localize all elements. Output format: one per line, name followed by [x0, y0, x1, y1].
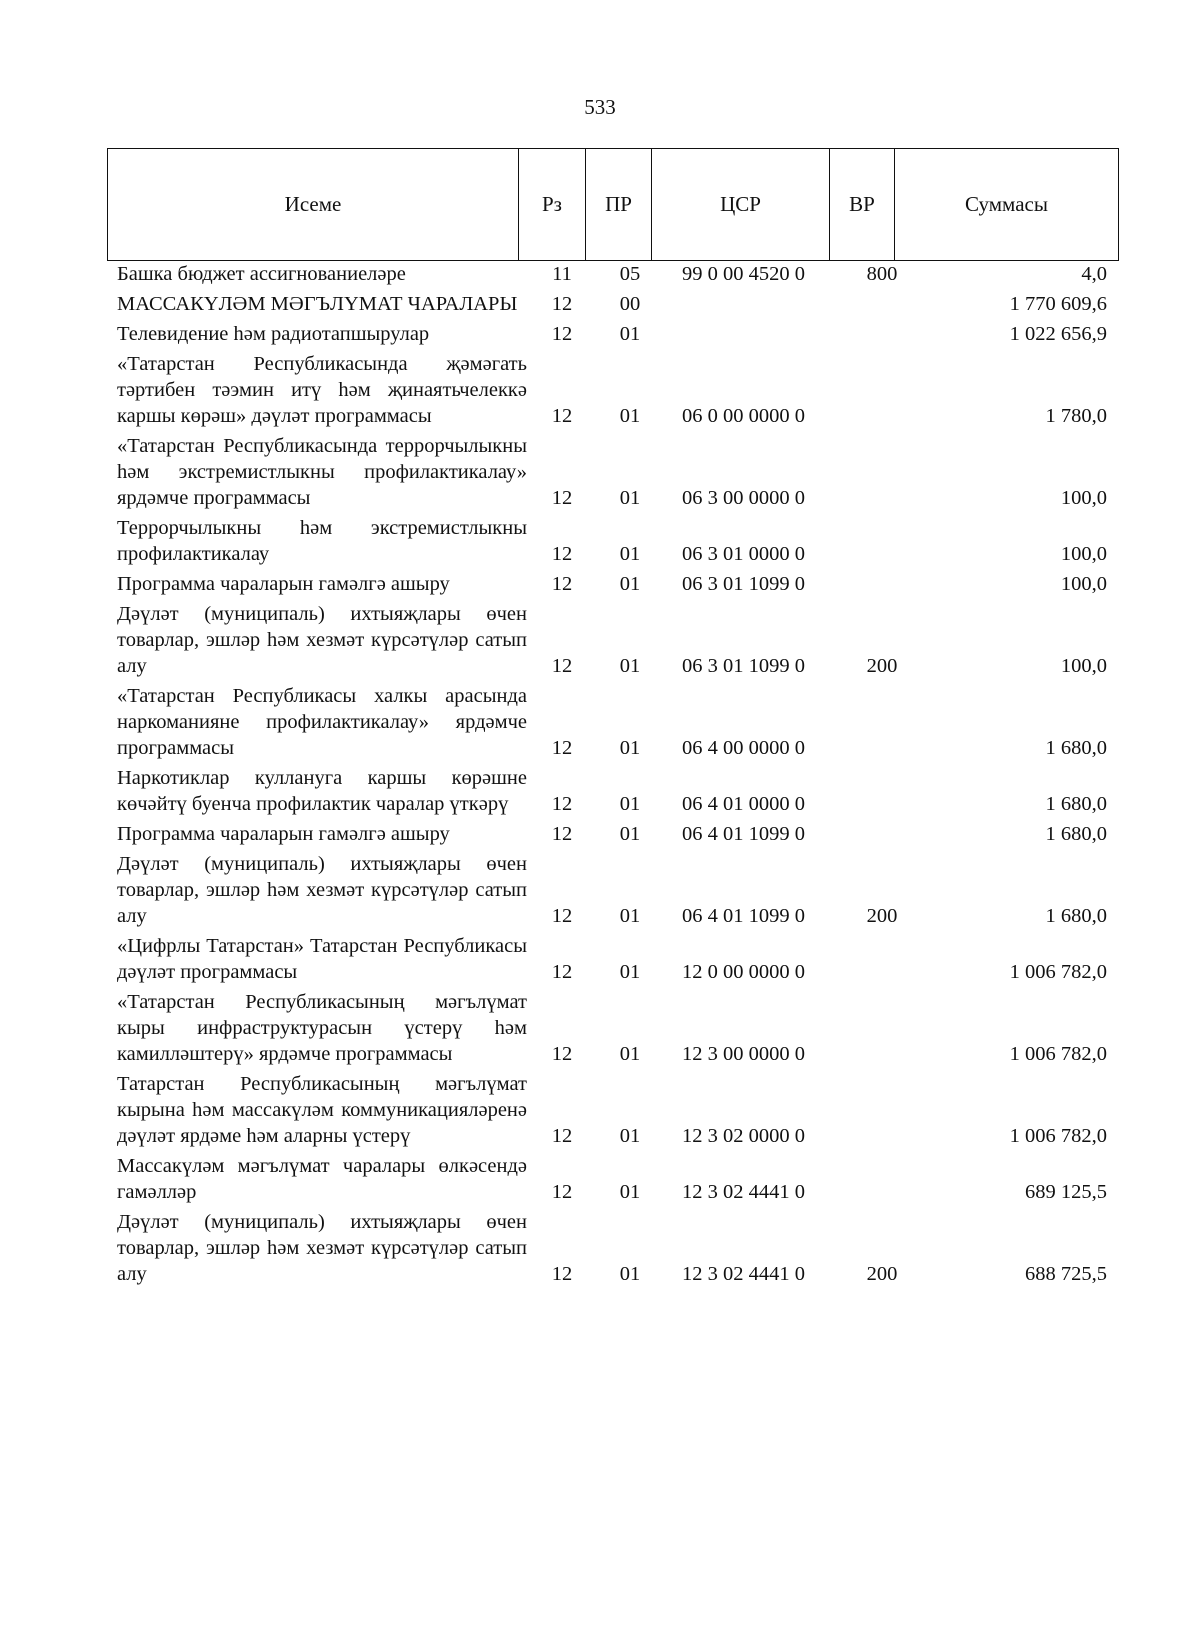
- page-number: 533: [584, 95, 616, 119]
- header-pr: ПР: [586, 149, 652, 261]
- row-csr: 06 3 01 1099 0: [682, 573, 805, 595]
- header-rz: Рз: [519, 149, 586, 261]
- row-rz: 12: [551, 405, 573, 427]
- row-csr: 06 4 01 0000 0: [682, 793, 805, 815]
- row-sum: 689 125,5: [1025, 1181, 1107, 1203]
- row-pr: 01: [619, 1043, 641, 1065]
- row-sum: 1 680,0: [1045, 793, 1107, 815]
- row-sum: 1 770 609,6: [1009, 293, 1107, 315]
- row-name: Дәүләт (муниципаль) ихтыяҗлары өчен товарлар, эшләр һәм хезмәт күрсәтүләр сатып алу: [117, 1211, 527, 1285]
- table-row: [107, 933, 1118, 985]
- row-sum: 1 680,0: [1045, 905, 1107, 927]
- row-sum: 1 006 782,0: [1009, 1125, 1107, 1147]
- row-rz: 12: [551, 823, 573, 845]
- row-csr: 06 3 01 1099 0: [682, 655, 805, 677]
- row-name: Дәүләт (муниципаль) ихтыяҗлары өчен товарлар, эшләр һәм хезмәт күрсәтүләр сатып алу: [117, 603, 527, 677]
- table-row: [107, 1071, 1118, 1149]
- row-rz: 12: [551, 573, 573, 595]
- row-name: Наркотиклар куллануга каршы көрәшне көчәйтү буенча профилактик чаралар үткәрү: [117, 767, 527, 815]
- row-sum: 1 680,0: [1045, 823, 1107, 845]
- table-header: [107, 148, 1119, 261]
- table-row: [107, 433, 1118, 511]
- row-rz: 12: [551, 793, 573, 815]
- row-sum: 1 680,0: [1045, 737, 1107, 759]
- row-name: «Татарстан Республикасы халкы арасында наркоманияне профилактикалау» ярдәмче программасы: [117, 685, 527, 759]
- row-sum: 688 725,5: [1025, 1263, 1107, 1285]
- table-row: [107, 515, 1118, 567]
- table-row: [107, 765, 1118, 817]
- row-pr: 00: [619, 293, 641, 315]
- row-sum: 100,0: [1060, 573, 1107, 595]
- row-rz: 12: [551, 655, 573, 677]
- row-rz: 12: [551, 323, 573, 345]
- header-sum: Суммасы: [895, 149, 1119, 261]
- table-row: [107, 291, 1118, 317]
- table-row: [107, 601, 1118, 679]
- row-vr: 200: [866, 1263, 898, 1285]
- row-name: Татарстан Республикасының мәгълүмат кырына һәм массакүләм коммуникацияләренә дәүләт ярдәме һәм аларны үстерү: [117, 1073, 527, 1147]
- row-name: «Татарстан Республикасында террорчылыкны һәм экстремистлыкны профилактикалау» ярдәмче программасы: [117, 435, 527, 509]
- row-pr: 01: [619, 405, 641, 427]
- row-csr: 06 3 01 0000 0: [682, 543, 805, 565]
- row-vr: 800: [866, 263, 898, 285]
- row-rz: 12: [551, 1181, 573, 1203]
- row-sum: 100,0: [1060, 487, 1107, 509]
- row-rz: 12: [551, 961, 573, 983]
- row-rz: 12: [551, 905, 573, 927]
- row-rz: 12: [551, 1043, 573, 1065]
- header-csr: ЦСР: [652, 149, 830, 261]
- row-csr: 06 4 01 1099 0: [682, 823, 805, 845]
- table-row: [107, 989, 1118, 1067]
- row-rz: 12: [551, 1263, 573, 1285]
- row-pr: 01: [619, 905, 641, 927]
- row-csr: 12 3 00 0000 0: [682, 1043, 805, 1065]
- row-csr: 06 0 00 0000 0: [682, 405, 805, 427]
- row-vr: 200: [866, 905, 898, 927]
- row-pr: 01: [619, 961, 641, 983]
- row-name: МАССАКҮЛӘМ МӘГЪЛҮМАТ ЧАРАЛАРЫ: [117, 293, 518, 315]
- row-pr: 01: [619, 323, 641, 345]
- table-row: [107, 1153, 1118, 1205]
- row-pr: 01: [619, 1263, 641, 1285]
- row-sum: 100,0: [1060, 543, 1107, 565]
- row-sum: 100,0: [1060, 655, 1107, 677]
- row-rz: 12: [551, 543, 573, 565]
- row-name: «Татарстан Республикасының мәгълүмат кыры инфраструктурасын үстерү һәм камилләштерү» ярдәмче программасы: [117, 991, 527, 1065]
- row-name: Телевидение һәм радиотапшырулар: [117, 323, 430, 345]
- row-pr: 01: [619, 793, 641, 815]
- row-name: Башка бюджет ассигнованиеләре: [117, 263, 406, 285]
- row-csr: 99 0 00 4520 0: [682, 263, 805, 285]
- row-csr: 12 3 02 4441 0: [682, 1263, 805, 1285]
- row-csr: 06 3 00 0000 0: [682, 487, 805, 509]
- table-row: [107, 821, 1118, 847]
- row-vr: 200: [866, 655, 898, 677]
- row-csr: 06 4 00 0000 0: [682, 737, 805, 759]
- row-csr: 06 4 01 1099 0: [682, 905, 805, 927]
- table-row: [107, 351, 1118, 429]
- row-pr: 01: [619, 823, 641, 845]
- row-pr: 01: [619, 487, 641, 509]
- row-name: «Татарстан Республикасында җәмәгать тәртибен тәэмин итү һәм җинаятьчелеккә каршы көрәш» дәүләт программасы: [117, 353, 527, 427]
- table-row: [107, 851, 1118, 929]
- row-name: Дәүләт (муниципаль) ихтыяҗлары өчен товарлар, эшләр һәм хезмәт күрсәтүләр сатып алу: [117, 853, 527, 927]
- row-pr: 01: [619, 543, 641, 565]
- row-name: Террорчылыкны һәм экстремистлыкны профилактикалау: [117, 517, 527, 565]
- table-row: [107, 571, 1118, 597]
- row-pr: 01: [619, 655, 641, 677]
- table-row: [107, 321, 1118, 347]
- row-sum: 4,0: [1081, 263, 1107, 285]
- table-row: [107, 261, 1118, 287]
- row-pr: 01: [619, 1125, 641, 1147]
- row-name: Программа чараларын гамәлгә ашыру: [117, 823, 450, 845]
- row-rz: 12: [551, 293, 573, 315]
- row-pr: 05: [619, 263, 641, 285]
- row-pr: 01: [619, 737, 641, 759]
- row-rz: 11: [552, 263, 572, 285]
- row-name: Массакүләм мәгълүмат чаралары өлкәсендә гамәлләр: [117, 1155, 527, 1203]
- row-sum: 1 006 782,0: [1009, 961, 1107, 983]
- row-rz: 12: [551, 737, 573, 759]
- row-csr: 12 3 02 4441 0: [682, 1181, 805, 1203]
- row-sum: 1 780,0: [1045, 405, 1107, 427]
- row-rz: 12: [551, 487, 573, 509]
- header-vr: ВР: [830, 149, 895, 261]
- row-pr: 01: [619, 573, 641, 595]
- row-name: «Цифрлы Татарстан» Татарстан Республикасы дәүләт программасы: [117, 935, 527, 983]
- row-rz: 12: [551, 1125, 573, 1147]
- table-body: [107, 261, 1118, 1291]
- table-row: [107, 683, 1118, 761]
- row-csr: 12 0 00 0000 0: [682, 961, 805, 983]
- row-sum: 1 022 656,9: [1009, 323, 1107, 345]
- header-name: Исеме: [108, 149, 519, 261]
- row-pr: 01: [619, 1181, 641, 1203]
- row-name: Программа чараларын гамәлгә ашыру: [117, 573, 450, 595]
- table-row: [107, 1209, 1118, 1287]
- row-csr: 12 3 02 0000 0: [682, 1125, 805, 1147]
- row-sum: 1 006 782,0: [1009, 1043, 1107, 1065]
